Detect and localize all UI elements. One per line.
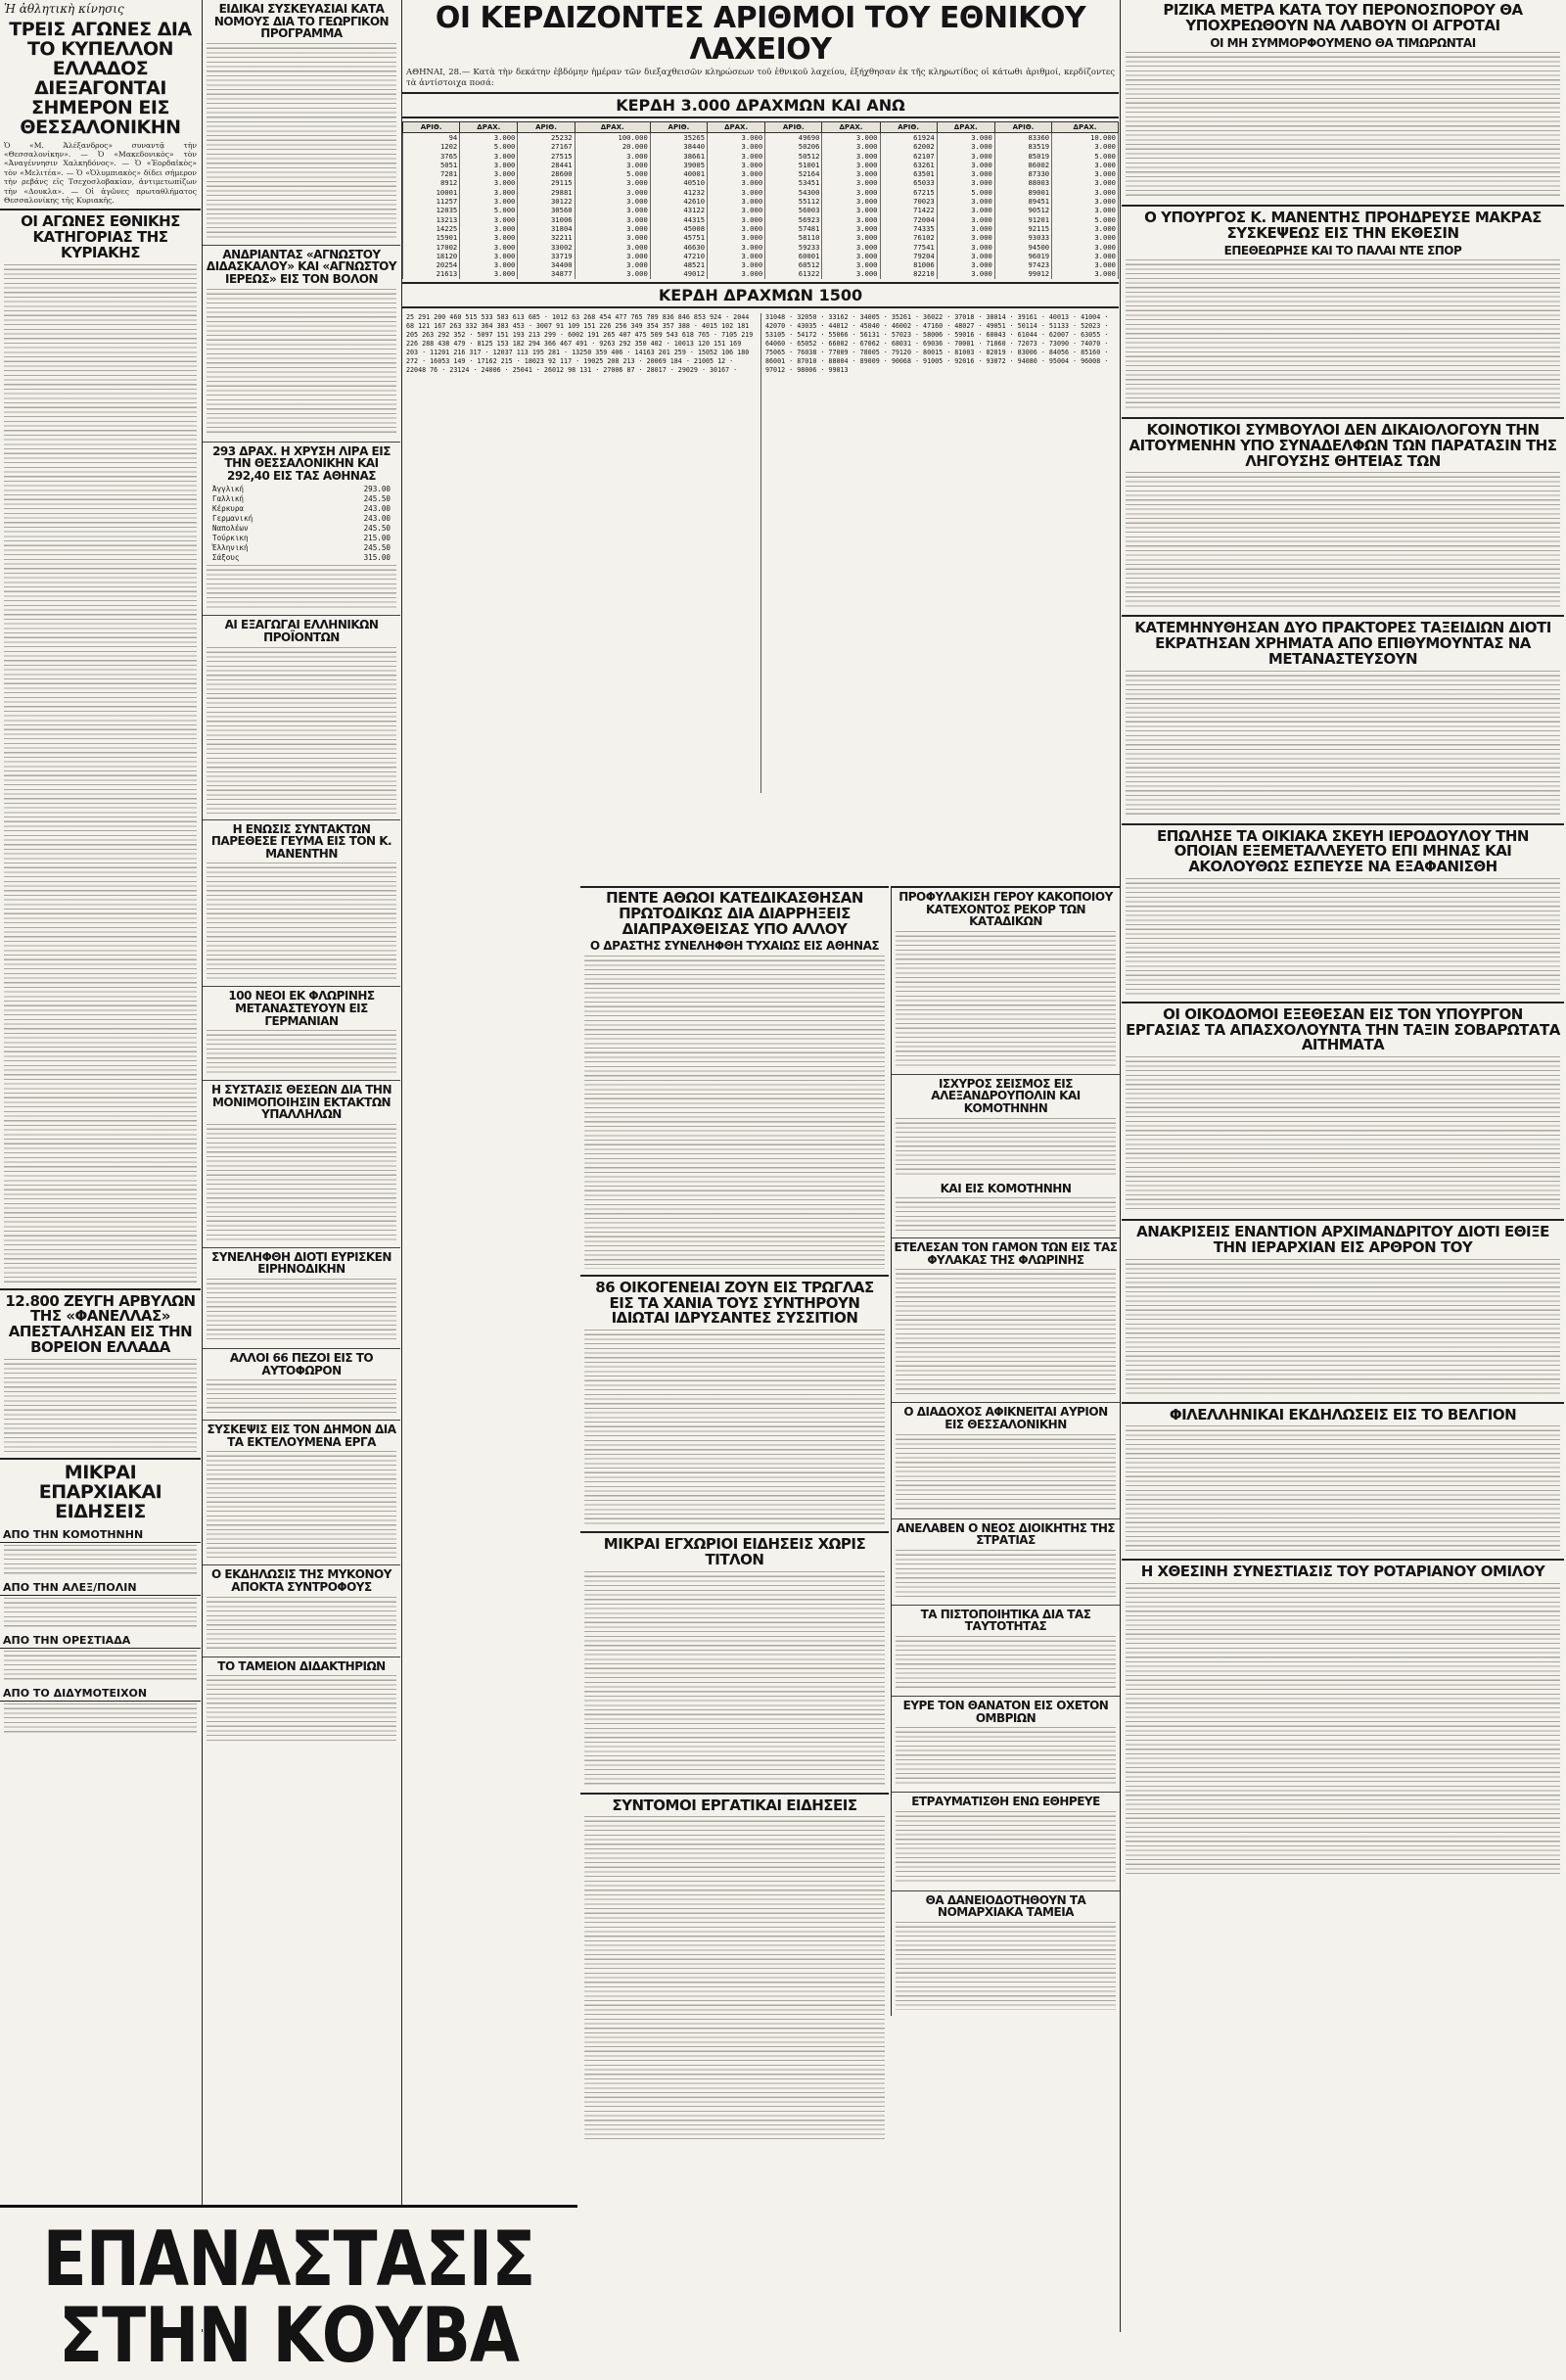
headline: Ο ΔΙΑΔΟΧΟΣ ΑΦΙΚΝΕΙΤΑΙ ΑΥΡΙΟΝ ΕΙΣ ΘΕΣΣΑΛΟΝΙΚΗΝ xyxy=(903,1405,1108,1431)
headline: ΜΙΚΡΑΙ ΕΓΧΩΡΙΟΙ ΕΙΔΗΣΕΙΣ ΧΩΡΙΣ ΤΙΤΛΟΝ xyxy=(603,1535,866,1568)
headline: ΙΣΧΥΡΟΣ ΣΕΙΣΜΟΣ ΕΙΣ ΑΛΕΞΑΝΔΡΟΥΠΟΛΙΝ ΚΑΙ ΚΟΜΟΤΗΝΗΝ xyxy=(931,1076,1081,1115)
table-cell: 67215 xyxy=(880,188,937,197)
table-cell: 3.000 xyxy=(575,260,650,269)
article-body xyxy=(4,1359,197,1452)
table-row xyxy=(403,224,1119,233)
table-cell: 3.000 xyxy=(460,161,518,169)
table-cell: 3.000 xyxy=(937,197,994,206)
table-cell: 27515 xyxy=(518,152,575,161)
headline: ΑΙ ΕΞΑΓΩΓΑΙ ΕΛΛΗΝΙΚΩΝ ΠΡΟΪΟΝΤΩΝ xyxy=(224,618,379,644)
table-cell: 3.000 xyxy=(708,178,765,187)
table-cell: 3.000 xyxy=(708,269,765,278)
sub-headline: ΟΙ ΜΗ ΣΥΜΜΟΡΦΟΥΜΕΝΟ ΘΑ ΤΙΜΩΡΩΝΤΑΙ xyxy=(1210,35,1476,50)
banner-headline: ΕΠΑΝΑΣΤΑΣΙΣ ΣΤΗΝ ΚΟΥΒΑ xyxy=(42,2214,535,2380)
table-cell: 38661 xyxy=(650,152,707,161)
headline: Ο ΕΚΔΗΛΩΣΙΣ ΤΗΣ ΜΥΚΟΝΟΥ ΑΠΟΚΤΑ ΣΥΝΤΡΟΦΟΥΣ xyxy=(211,1567,392,1595)
table-cell: 99012 xyxy=(994,269,1051,278)
table-row xyxy=(403,161,1119,169)
table-cell: 61924 xyxy=(880,133,937,143)
headline: ΣΥΝΕΛΗΦΘΗ ΔΙΟΤΙ ΕΥΡΙΣΚΕΝ ΕΙΡΗΝΟΔΙΚΗΝ xyxy=(211,1249,392,1277)
table-cell: 56003 xyxy=(765,206,822,214)
table-cell: 3.000 xyxy=(1052,224,1119,233)
table-row xyxy=(403,133,1119,143)
table-cell: 38440 xyxy=(650,142,707,151)
table-cell: 76102 xyxy=(880,233,937,242)
table-cell: 57481 xyxy=(765,224,822,233)
table-cell: 3.000 xyxy=(822,215,880,224)
table-cell: 45008 xyxy=(650,224,707,233)
news-column-2 xyxy=(203,0,400,1750)
news-column-4 xyxy=(891,886,1120,2016)
table-cell: 3.000 xyxy=(460,152,518,161)
table-cell: 55112 xyxy=(765,197,822,206)
table-cell: 3.000 xyxy=(822,243,880,252)
table-cell: 45751 xyxy=(650,233,707,242)
table-cell: 3.000 xyxy=(708,161,765,169)
table-cell: 3.000 xyxy=(1052,178,1119,187)
headline: ΣΥΣΚΕΨΙΣ ΕΙΣ ΤΟΝ ΔΗΜΟΝ ΔΙΑ ΤΑ ΕΚΤΕΛΟΥΜΕΝΑ ΕΡΓΑ xyxy=(207,1423,396,1449)
table-row xyxy=(403,215,1119,224)
headline: 12.800 ΖΕΥΓΗ ΑΡΒΥΛΩΝ ΤΗΣ «ΦΑΝΕΛΛΑΣ» ΑΠΕΣΤΑΛΗΣΑΝ ΕΙΣ ΤΗΝ ΒΟΡΕΙΟΝ ΕΛΛΑΔΑ xyxy=(5,1291,196,1356)
table-cell: 54300 xyxy=(765,188,822,197)
price-row: Ἑλληνική 245.50 xyxy=(212,543,391,553)
table-cell: 63261 xyxy=(880,161,937,169)
table-cell: 3.000 xyxy=(575,197,650,206)
table-header: ΑΡΙΘ. xyxy=(765,122,822,133)
table-cell: 3.000 xyxy=(1052,233,1119,242)
table-cell: 3.000 xyxy=(575,215,650,224)
headline: ΕΙΔΙΚΑΙ ΣΥΣΚΕΥΑΣΙΑΙ ΚΑΤΑ ΝΟΜΟΥΣ ΔΙΑ ΤΟ ΓΕΩΡΓΙΚΟΝ ΠΡΟΓΡΑΜΜΑ xyxy=(213,2,390,41)
table-cell: 3.000 xyxy=(460,233,518,242)
headline: ΑΝΔΡΙΑΝΤΑΣ «ΑΓΝΩΣΤΟΥ ΔΙΔΑΣΚΑΛΟΥ» ΚΑΙ «ΑΓΝΩΣΤΟΥ ΙΕΡΕΩΣ» ΕΙΣ ΤΟΝ ΒΟΛΟΝ xyxy=(206,247,397,286)
table-cell: 3.000 xyxy=(937,269,994,278)
lottery-section xyxy=(402,0,1119,795)
table-cell: 33719 xyxy=(518,252,575,260)
table-cell: 3.000 xyxy=(1052,161,1119,169)
headline: ΤΡΕΙΣ ΑΓΩΝΕΣ ΔΙΑ ΤΟ ΚΥΠΕΛΛΟΝ ΕΛΛΑΔΟΣ ΔΙΕΞΑΓΟΝΤΑΙ ΣΗΜΕΡΟΝ ΕΙΣ ΘΕΣΣΑΛΟΝΙΚΗΝ xyxy=(9,19,192,138)
headline: ΠΕΝΤΕ ΑΘΩΟΙ ΚΑΤΕΔΙΚΑΣΘΗΣΑΝ ΠΡΩΤΟΔΙΚΩΣ ΔΙΑ ΔΙΑΡΡΗΞΕΙΣ ΔΙΑΠΡΑΧΘΕΙΣΑΣ ΥΠΟ ΑΛΛΟΥ xyxy=(606,889,863,938)
news-column-3 xyxy=(580,886,889,2145)
table-cell: 31006 xyxy=(518,215,575,224)
table-cell: 3.000 xyxy=(575,152,650,161)
table-cell: 3.000 xyxy=(575,206,650,214)
headline: 100 ΝΕΟΙ ΕΚ ΦΛΩΡΙΝΗΣ ΜΕΤΑΝΑΣΤΕΥΟΥΝ ΕΙΣ ΓΕΡΜΑΝΙΑΝ xyxy=(228,989,375,1028)
table-cell: 3.000 xyxy=(822,260,880,269)
table-cell: 29115 xyxy=(518,178,575,187)
table-header: ΑΡΙΘ. xyxy=(650,122,707,133)
table-cell: 18120 xyxy=(403,252,460,260)
table-cell: 3.000 xyxy=(937,224,994,233)
table-cell: 3.000 xyxy=(708,215,765,224)
table-cell: 3.000 xyxy=(460,133,518,143)
table-cell: 82210 xyxy=(880,269,937,278)
table-cell: 71422 xyxy=(880,206,937,214)
table-cell: 14225 xyxy=(403,224,460,233)
table-cell: 79204 xyxy=(880,252,937,260)
table-cell: 3.000 xyxy=(708,243,765,252)
table-cell: 3.000 xyxy=(1052,260,1119,269)
headline: ΡΙΖΙΚΑ ΜΕΤΡΑ ΚΑΤΑ ΤΟΥ ΠΕΡΟΝΟΣΠΟΡΟΥ ΘΑ ΥΠΟΧΡΕΩΘΟΥΝ ΝΑ ΛΑΒΟΥΝ ΟΙ ΑΓΡΟΤΑΙ xyxy=(1163,1,1523,34)
headline: ΕΥΡΕ ΤΟΝ ΘΑΝΑΤΟΝ ΕΙΣ ΟΧΕΤΟΝ ΟΜΒΡΙΩΝ xyxy=(902,1698,1109,1725)
price-row: Κέρκυρα 243.00 xyxy=(212,504,391,514)
table-cell: 25232 xyxy=(518,133,575,143)
table-cell: 40510 xyxy=(650,178,707,187)
winning-numbers-list: 25 291 200 460 515 533 583 613 685 · 1012 63 268 454 477 765 789 836 846 853 924 · 2044 68 121 167 263 332 364 383 453 · 3007 91 109 151 226 256 349 354 357 388 · 4015 102 181 205 263 292 352 · 5097 151 193 213 299 · 6002 191 265 407 475 509 543 618 765 · 7105 219 226 288 438 479 · 8125 153 182 294 366 467 491 · 9263 292 350 402 · 10013 120 151 169 203 · 11201 216 317 · 12037 113 195 281 · 13250 359 406 · 14163 201 259 · 15052 106 180 272 · 16053 149 · 17162 215 · 18023 92 117 · 19025 208 213 · 20069 184 · 21005 12 · 22048 76 · 23124 · 24006 · 25041 · 26012 98 131 · 27006 87 · 28017 · 29029 · 30167 · 31048 · 32050 · 33162 · 34005 · 35261 · 36022 · 37018 · 38014 · 39161 · 40013 · 41004 · 42070 · 43035 · 44012 · 45040 · 46002 · 47160 · 48027 · 49051 · 50114 · 51133 · 52023 · 53105 · 54172 · 55066 · 56131 · 57023 · 58006 · 59016 · 60043 · 61044 · 62007 · 63055 · 64060 · 65052 · 66002 · 67062 · 68031 · 69036 · 70001 · 71060 · 72073 · 73090 · 74070 · 75065 · 76038 · 77009 · 78005 · 79120 · 80015 · 81003 · 82019 · 83006 · 84056 · 85160 · 86001 · 87010 · 88004 · 89009 · 90068 · 91005 · 92016 · 93072 · 94080 · 95004 · 96008 · 97012 · 98006 · 99013 xyxy=(406,312,1109,375)
table-cell: 83360 xyxy=(994,133,1051,143)
table-cell: 62107 xyxy=(880,152,937,161)
table-cell: 85019 xyxy=(994,152,1051,161)
table-cell: 3.000 xyxy=(708,133,765,143)
headline: ΣΥΝΤΟΜΟΙ ΕΡΓΑΤΙΚΑΙ ΕΙΔΗΣΕΙΣ xyxy=(612,1796,857,1814)
table-row xyxy=(403,260,1119,269)
table-cell: 1202 xyxy=(403,142,460,151)
headline: 86 ΟΙΚΟΓΕΝΕΙΑΙ ΖΟΥΝ ΕΙΣ ΤΡΩΓΛΑΣ ΕΙΣ ΤΑ ΧΑΝΙΑ ΤΟΥΣ ΣΥΝΤΗΡΟΥΝ ΙΔΙΩΤΑΙ ΙΔΡΥΣΑΝΤΕΣ ΣΥΣΣΙΤΙΟΝ xyxy=(595,1278,874,1328)
table-cell: 3.000 xyxy=(708,233,765,242)
table-row xyxy=(403,169,1119,178)
headline: ΜΙΚΡΑΙ ΕΠΑΡΧΙΑΚΑΙ ΕΙΔΗΣΕΙΣ xyxy=(38,1461,162,1522)
table-cell: 3.000 xyxy=(822,197,880,206)
table-cell: 50512 xyxy=(765,152,822,161)
table-cell: 3.000 xyxy=(460,169,518,178)
table-cell: 100.000 xyxy=(575,133,650,143)
sub-heading: ΑΠΟ ΤΗΝ ΟΡΕΣΤΙΑΔΑ xyxy=(0,1633,201,1649)
headline: 293 ΔΡΑΧ. Η ΧΡΥΣΗ ΛΙΡΑ ΕΙΣ ΤΗΝ ΘΕΣΣΑΛΟΝΙΚΗΝ ΚΑΙ 292,40 ΕΙΣ ΤΑΣ ΑΘΗΝΑΣ xyxy=(212,443,391,483)
sub-headline: Ο ΔΡΑΣΤΗΣ ΣΥΝΕΛΗΦΘΗ ΤΥΧΑΙΩΣ ΕΙΣ ΑΘΗΝΑΣ xyxy=(589,939,880,954)
table-cell: 60512 xyxy=(765,260,822,269)
price-row: Τούρκικη 215.00 xyxy=(212,534,391,543)
table-cell: 90512 xyxy=(994,206,1051,214)
article-body xyxy=(4,264,197,1283)
table-cell: 3.000 xyxy=(460,252,518,260)
table-cell: 92115 xyxy=(994,224,1051,233)
table-cell: 3.000 xyxy=(1052,188,1119,197)
table-cell: 10001 xyxy=(403,188,460,197)
table-cell: 10.000 xyxy=(1052,133,1119,143)
table-row xyxy=(403,269,1119,278)
table-cell: 3.000 xyxy=(937,142,994,151)
banner-box xyxy=(0,2205,577,2380)
table-cell: 3.000 xyxy=(1052,252,1119,260)
table-cell: 3.000 xyxy=(822,269,880,278)
table-cell: 17002 xyxy=(403,243,460,252)
table-cell: 97423 xyxy=(994,260,1051,269)
table-cell: 3.000 xyxy=(937,152,994,161)
table-cell: 3.000 xyxy=(1052,243,1119,252)
right-column xyxy=(1122,0,1564,1883)
table-cell: 42610 xyxy=(650,197,707,206)
table-cell: 31804 xyxy=(518,224,575,233)
table-cell: 48521 xyxy=(650,260,707,269)
prize-tier-title: ΚΕΡΔΗ 3.000 ΔΡΑΧΜΩΝ ΚΑΙ ΑΝΩ xyxy=(402,92,1119,118)
table-header: ΑΡΙΘ. xyxy=(994,122,1051,133)
headline: ΟΙ ΟΙΚΟΔΟΜΟΙ ΕΞΕΘΕΣΑΝ ΕΙΣ ΤΟΝ ΥΠΟΥΡΓΟΝ ΕΡΓΑΣΙΑΣ ΤΑ ΑΠΑΣΧΟΛΟΥΝΤΑ ΤΗΝ ΤΑΞΙΝ ΣΟΒΑΡΩΤΑΤΑ ΑΙΤΗΜΑΤΑ xyxy=(1126,1004,1560,1054)
table-cell: 3.000 xyxy=(937,260,994,269)
table-cell: 3.000 xyxy=(708,152,765,161)
table-cell: 35265 xyxy=(650,133,707,143)
table-cell: 53451 xyxy=(765,178,822,187)
table-cell: 44315 xyxy=(650,215,707,224)
table-cell: 11257 xyxy=(403,197,460,206)
table-cell: 89451 xyxy=(994,197,1051,206)
table-cell: 3.000 xyxy=(575,269,650,278)
table-cell: 89001 xyxy=(994,188,1051,197)
table-cell: 3.000 xyxy=(1052,142,1119,151)
table-cell: 3.000 xyxy=(460,269,518,278)
table-cell: 86002 xyxy=(994,161,1051,169)
table-cell: 3.000 xyxy=(708,260,765,269)
table-row xyxy=(403,142,1119,151)
article-lead: Ὁ «Μ. Ἀλέξανδρος» συναντᾷ τὴν «Θεσσαλονίκην». — Ὁ «Μακεδονικὸς» τὸν «Ἀναγέννησιν Χαλκηδόνος». — Ὁ «Ἐορδαϊκὸς» τὸν «Μελιτέα». — Ὁ «Ὀλυμπιακὸς» δίδει σήμερον τὴν ρεβάνς εἰς Τσεχοσλοβακίαν, ἀντιμετωπίζων τὴν «Δουκλα». — Οἱ ἀγῶνες πρωταθλήματος Θεσσαλονίκης τῆς Κυριακῆς. xyxy=(4,140,197,206)
table-cell: 3.000 xyxy=(1052,197,1119,206)
headline: ΦΙΛΕΛΛΗΝΙΚΑΙ ΕΚΔΗΛΩΣΕΙΣ ΕΙΣ ΤΟ ΒΕΛΓΙΟΝ xyxy=(1169,1405,1517,1423)
table-cell: 3.000 xyxy=(460,188,518,197)
headline: Ο ΥΠΟΥΡΓΟΣ Κ. ΜΑΝΕΝΤΗΣ ΠΡΟΗΔΡΕΥΣΕ ΜΑΚΡΑΣ ΣΥΣΚΕΨΕΩΣ ΕΙΣ ΤΗΝ ΕΚΘΕΣΙΝ xyxy=(1144,209,1542,242)
table-row xyxy=(403,152,1119,161)
sports-column xyxy=(0,0,201,1739)
table-cell: 62002 xyxy=(880,142,937,151)
table-header: ΔΡΑΧ. xyxy=(822,122,880,133)
table-cell: 3.000 xyxy=(822,133,880,143)
table-cell: 21613 xyxy=(403,269,460,278)
table-cell: 83519 xyxy=(994,142,1051,151)
table-cell: 3.000 xyxy=(937,133,994,143)
price-row: Γερμανική 243.00 xyxy=(212,514,391,524)
table-cell: 3.000 xyxy=(937,215,994,224)
headline: Η ΧΘΕΣΙΝΗ ΣΥΝΕΣΤΙΑΣΙΣ ΤΟΥ ΡΟΤΑΡΙΑΝΟΥ ΟΜΙΛΟΥ xyxy=(1140,1563,1545,1581)
section-kicker: Ἡ ἀθλητικὴ κίνησις xyxy=(4,2,124,16)
table-cell: 3.000 xyxy=(575,188,650,197)
table-cell: 3.000 xyxy=(575,243,650,252)
table-cell: 5.000 xyxy=(575,169,650,178)
table-cell: 3.000 xyxy=(822,188,880,197)
table-cell: 3.000 xyxy=(708,252,765,260)
table-cell: 3.000 xyxy=(822,178,880,187)
table-cell: 3.000 xyxy=(708,188,765,197)
table-cell: 52164 xyxy=(765,169,822,178)
table-cell: 3.000 xyxy=(822,169,880,178)
table-cell: 3.000 xyxy=(937,252,994,260)
table-cell: 3.000 xyxy=(460,197,518,206)
table-cell: 28441 xyxy=(518,161,575,169)
table-cell: 5.000 xyxy=(460,142,518,151)
price-row: Ναπολέων 245.50 xyxy=(212,524,391,534)
table-cell: 12035 xyxy=(403,206,460,214)
price-row: Γαλλική 245.50 xyxy=(212,494,391,504)
table-cell: 13213 xyxy=(403,215,460,224)
table-cell: 3.000 xyxy=(460,243,518,252)
table-cell: 51001 xyxy=(765,161,822,169)
table-cell: 3.000 xyxy=(460,224,518,233)
table-header: ΔΡΑΧ. xyxy=(937,122,994,133)
table-cell: 5.000 xyxy=(460,206,518,214)
table-header: ΔΡΑΧ. xyxy=(1052,122,1119,133)
table-header: ΑΡΙΘ. xyxy=(880,122,937,133)
table-cell: 74335 xyxy=(880,224,937,233)
table-cell: 3.000 xyxy=(1052,206,1119,214)
table-cell: 3.000 xyxy=(937,178,994,187)
table-cell: 3.000 xyxy=(708,197,765,206)
table-cell: 3.000 xyxy=(822,142,880,151)
table-cell: 3.000 xyxy=(460,215,518,224)
table-cell: 20254 xyxy=(403,260,460,269)
price-row: Ἀγγλική 293.00 xyxy=(212,485,391,494)
headline: ΕΠΩΛΗΣΕ ΤΑ ΟΙΚΙΑΚΑ ΣΚΕΥΗ ΙΕΡΟΔΟΥΛΟΥ ΤΗΝ ΟΠΟΙΑΝ ΕΞΕΜΕΤΑΛΛΕΥΕΤΟ ΕΠΙ ΜΗΝΑΣ ΚΑΙ ΑΚΟΛΟΥΘΩΣ ΕΣΠΕΥΣΕ ΝΑ ΕΞΑΦΑΝΙΣΘΗ xyxy=(1157,826,1529,876)
table-row xyxy=(403,178,1119,187)
table-cell: 46630 xyxy=(650,243,707,252)
table-row xyxy=(403,233,1119,242)
table-cell: 5.000 xyxy=(1052,152,1119,161)
table-cell: 49690 xyxy=(765,133,822,143)
headline: ΤΟ ΤΑΜΕΙΟΝ ΔΙΔΑΚΤΗΡΙΩΝ xyxy=(217,1658,386,1673)
table-cell: 34877 xyxy=(518,269,575,278)
table-cell: 3.000 xyxy=(937,233,994,242)
table-cell: 58110 xyxy=(765,233,822,242)
table-row xyxy=(403,197,1119,206)
sub-headline: ΕΠΕΘΕΩΡΗΣΕ ΚΑΙ ΤΟ ΠΑΛΑΙ ΝΤΕ ΣΠΟΡ xyxy=(1223,243,1462,257)
table-header: ΔΡΑΧ. xyxy=(460,122,518,133)
table-cell: 3765 xyxy=(403,152,460,161)
table-cell: 3.000 xyxy=(460,260,518,269)
table-cell: 94500 xyxy=(994,243,1051,252)
winning-numbers-table xyxy=(402,121,1119,279)
table-cell: 3.000 xyxy=(460,178,518,187)
table-cell: 3.000 xyxy=(822,206,880,214)
table-cell: 3.000 xyxy=(575,224,650,233)
table-cell: 33002 xyxy=(518,243,575,252)
table-cell: 60001 xyxy=(765,252,822,260)
table-cell: 32211 xyxy=(518,233,575,242)
table-cell: 3.000 xyxy=(708,206,765,214)
table-cell: 29881 xyxy=(518,188,575,197)
table-cell: 56923 xyxy=(765,215,822,224)
table-row xyxy=(403,243,1119,252)
table-cell: 49012 xyxy=(650,269,707,278)
table-cell: 77541 xyxy=(880,243,937,252)
headline: ΟΙ ΑΓΩΝΕΣ ΕΘΝΙΚΗΣ ΚΑΤΗΓΟΡΙΑΣ ΤΗΣ ΚΥΡΙΑΚΗΣ xyxy=(21,212,180,261)
table-cell: 3.000 xyxy=(822,252,880,260)
headline: ΘΑ ΔΑΝΕΙΟΔΟΤΗΘΟΥΝ ΤΑ ΝΟΜΑΡΧΙΑΚΑ ΤΑΜΕΙΑ xyxy=(925,1892,1086,1920)
table-row xyxy=(403,206,1119,214)
table-cell: 50206 xyxy=(765,142,822,151)
table-cell: 94 xyxy=(403,133,460,143)
table-cell: 87330 xyxy=(994,169,1051,178)
table-cell: 20.000 xyxy=(575,142,650,151)
table-cell: 5.000 xyxy=(937,188,994,197)
prize-tier-title: ΚΕΡΔΗ ΔΡΑΧΜΩΝ 1500 xyxy=(402,282,1119,308)
table-cell: 41232 xyxy=(650,188,707,197)
table-cell: 3.000 xyxy=(575,252,650,260)
table-cell: 81006 xyxy=(880,260,937,269)
table-cell: 3.000 xyxy=(575,178,650,187)
table-row xyxy=(403,252,1119,260)
table-cell: 34400 xyxy=(518,260,575,269)
table-cell: 59233 xyxy=(765,243,822,252)
table-cell: 63501 xyxy=(880,169,937,178)
headline: ΕΤΡΑΥΜΑΤΙΣΘΗ ΕΝΩ ΕΘΗΡΕΥΕ xyxy=(911,1795,1100,1809)
lottery-headline: ΟΙ ΚΕΡΔΙΖΟΝΤΕΣ ΑΡΙΘΜΟΙ ΤΟΥ ΕΘΝΙΚΟΥ ΛΑΧΕΙΟΥ xyxy=(435,1,1086,67)
headline: ΑΛΛΟΙ 66 ΠΕΖΟΙ ΕΙΣ ΤΟ ΑΥΤΟΦΩΡΟΝ xyxy=(229,1351,374,1377)
table-cell: 39005 xyxy=(650,161,707,169)
table-cell: 3.000 xyxy=(1052,169,1119,178)
sub-headline: ΚΑΙ ΕΙΣ ΚΟΜΟΤΗΝΗΝ xyxy=(940,1181,1072,1195)
table-cell: 3.000 xyxy=(708,224,765,233)
headline: ΚΑΤΕΜΗΝΥΘΗΣΑΝ ΔΥΟ ΠΡΑΚΤΟΡΕΣ ΤΑΞΕΙΔΙΩΝ ΔΙΟΤΙ ΕΚΡΑΤΗΣΑΝ ΧΡΗΜΑΤΑ ΑΠΟ ΕΠΙΘΥΜΟΥΝΤΑΣ ΝΑ ΜΕΤΑΝΑΣΤΕΥΣΟΥΝ xyxy=(1134,619,1551,668)
price-row: Σάξους 315.00 xyxy=(212,553,391,563)
table-cell: 72004 xyxy=(880,215,937,224)
table-cell: 3.000 xyxy=(575,161,650,169)
headline: ΚΟΙΝΟΤΙΚΟΙ ΣΥΜΒΟΥΛΟΙ ΔΕΝ ΔΙΚΑΙΟΛΟΓΟΥΝ ΤΗΝ ΑΙΤΟΥΜΕΝΗΝ ΥΠΟ ΣΥΝΑΔΕΛΦΩΝ ΤΩΝ ΠΑΡΑΤΑΣΙΝ ΤΗΣ ΛΗΓΟΥΣΗΣ ΘΗΤΕΙΑΣ ΤΩΝ xyxy=(1128,421,1557,470)
headline: Η ΣΥΣΤΑΣΙΣ ΘΕΣΕΩΝ ΔΙΑ ΤΗΝ ΜΟΝΙΜΟΠΟΙΗΣΙΝ ΕΚΤΑΚΤΩΝ ΥΠΑΛΛΗΛΩΝ xyxy=(210,1083,392,1122)
table-cell: 91201 xyxy=(994,215,1051,224)
table-header: ΔΡΑΧ. xyxy=(708,122,765,133)
headline: ΠΡΟΦΥΛΑΚΙΣΗ ΓΕΡΟΥ ΚΑΚΟΠΟΙΟΥ ΚΑΤΕΧΟΝΤΟΣ ΡΕΚΟΡ ΤΩΝ ΚΑΤΑΔΙΚΩΝ xyxy=(898,890,1113,929)
table-cell: 15901 xyxy=(403,233,460,242)
table-row xyxy=(403,188,1119,197)
table-cell: 47210 xyxy=(650,252,707,260)
table-cell: 3.000 xyxy=(822,161,880,169)
gold-price-list xyxy=(203,485,400,563)
table-header: ΑΡΙΘ. xyxy=(403,122,460,133)
headline: ΑΝΕΛΑΒΕΝ Ο ΝΕΟΣ ΔΙΟΙΚΗΤΗΣ ΤΗΣ ΣΤΡΑΤΙΑΣ xyxy=(896,1520,1116,1548)
table-cell: 3.000 xyxy=(937,243,994,252)
table-cell: 43122 xyxy=(650,206,707,214)
table-cell: 3.000 xyxy=(1052,269,1119,278)
headline: ΑΝΑΚΡΙΣΕΙΣ ΕΝΑΝΤΙΟΝ ΑΡΧΙΜΑΝΔΡΙΤΟΥ ΔΙΟΤΙ ΕΘΙΞΕ ΤΗΝ ΙΕΡΑΡΧΙΑΝ ΕΙΣ ΑΡΘΡΟΝ ΤΟΥ xyxy=(1136,1223,1549,1256)
table-cell: 40001 xyxy=(650,169,707,178)
table-cell: 30560 xyxy=(518,206,575,214)
table-cell: 65033 xyxy=(880,178,937,187)
lottery-intro: ΑΘΗΝΑΙ, 28.— Κατὰ τὴν δεκάτην ἑβδόμην ἡμέραν τῶν διεξαχθεισῶν κληρώσεων τοῦ ἐθνικοῦ λαχείου, ἐξήχθησαν ἐκ τῆς κληρωτίδος οἱ κάτωθι ἀριθμοί, κερδίζοντες τὰ ἀντίστοιχα ποσά: xyxy=(406,68,1115,88)
headline: ΤΑ ΠΙΣΤΟΠΟΙΗΤΙΚΑ ΔΙΑ ΤΑΣ ΤΑΥΤΟΤΗΤΑΣ xyxy=(920,1607,1091,1634)
table-cell: 70023 xyxy=(880,197,937,206)
table-cell: 3.000 xyxy=(708,142,765,151)
table-header: ΑΡΙΘ. xyxy=(518,122,575,133)
table-cell: 3.000 xyxy=(822,152,880,161)
table-cell: 27167 xyxy=(518,142,575,151)
sub-heading: ΑΠΟ ΤΗΝ ΚΟΜΟΤΗΝΗΝ xyxy=(0,1527,201,1543)
table-cell: 3.000 xyxy=(708,169,765,178)
table-cell: 3.000 xyxy=(937,161,994,169)
table-cell: 5.000 xyxy=(1052,215,1119,224)
table-cell: 8912 xyxy=(403,178,460,187)
table-cell: 3.000 xyxy=(822,233,880,242)
column-rule xyxy=(1120,0,1121,2332)
table-cell: 7281 xyxy=(403,169,460,178)
table-cell: 30122 xyxy=(518,197,575,206)
sub-heading: ΑΠΟ ΤΗΝ ΑΛΕΞ/ΠΟΛΙΝ xyxy=(0,1580,201,1596)
sub-heading: ΑΠΟ ΤΟ ΔΙΔΥΜΟΤΕΙΧΟΝ xyxy=(0,1686,201,1702)
table-cell: 61322 xyxy=(765,269,822,278)
table-cell: 88003 xyxy=(994,178,1051,187)
table-cell: 5051 xyxy=(403,161,460,169)
table-cell: 3.000 xyxy=(822,224,880,233)
headline: Η ΕΝΩΣΙΣ ΣΥΝΤΑΚΤΩΝ ΠΑΡΕΘΕΣΕ ΓΕΥΜΑ ΕΙΣ ΤΟΝ Κ. ΜΑΝΕΝΤΗΝ xyxy=(210,821,392,861)
table-header: ΔΡΑΧ. xyxy=(575,122,650,133)
table-cell: 3.000 xyxy=(937,206,994,214)
headline: ΕΤΕΛΕΣΑΝ ΤΟΝ ΓΑΜΟΝ ΤΩΝ ΕΙΣ ΤΑΣ ΦΥΛΑΚΑΣ ΤΗΣ ΦΛΩΡΙΝΗΣ xyxy=(894,1240,1118,1267)
table-cell: 3.000 xyxy=(937,169,994,178)
table-cell: 96019 xyxy=(994,252,1051,260)
table-cell: 3.000 xyxy=(575,233,650,242)
table-cell: 93033 xyxy=(994,233,1051,242)
table-cell: 28600 xyxy=(518,169,575,178)
